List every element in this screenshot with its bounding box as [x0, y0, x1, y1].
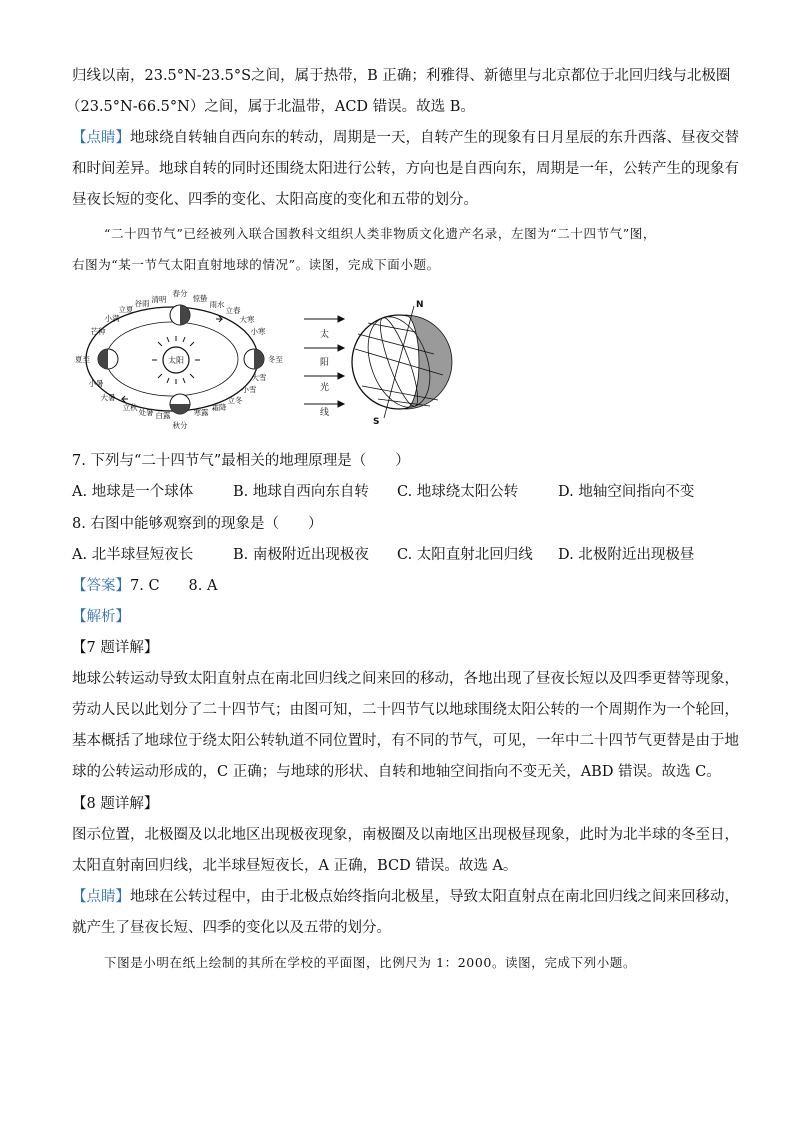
term-label: 冬至: [268, 355, 283, 364]
text-line: 太阳直射南回归线，北半球昼短夜长，A 正确，BCD 错误。故选 A。: [72, 858, 518, 874]
term-label: 小暑: [88, 379, 104, 388]
term-label: 春分: [172, 289, 188, 298]
detail-8-tag: 【8 题详解】: [72, 796, 159, 812]
term-label: 大暑: [100, 393, 116, 402]
text-line: 劳动人民以此划分了二十四节气；由图可知，二十四节气以地球围绕太阳公转的一个周期作为一个轮回，: [72, 702, 739, 718]
q8-option-d: D. 北极附近出现极昼: [558, 547, 695, 563]
intro-line: “二十四节气”已经被列入联合国教科文组织人类非物质文化遗产名录，左图为“二十四节气”图，: [104, 226, 656, 241]
q7-option-c: C. 地球绕太阳公转: [397, 484, 519, 500]
answer-line: [72, 576, 217, 596]
term-label: 立冬: [227, 396, 243, 405]
answer-text: 7. C 8. A: [130, 578, 218, 594]
term-label: 霜降: [211, 403, 227, 412]
question-8: 8. 右图中能够观察到的现象是（ ）: [72, 516, 323, 532]
q8-option-a: A. 北半球昼短夜长: [72, 547, 194, 563]
solar-terms-figure: [66, 282, 466, 434]
sunlight-diagram: [304, 300, 452, 427]
solar-terms-diagram: [75, 288, 283, 430]
term-label: 谷雨: [134, 299, 150, 308]
term-label: 夏至: [75, 355, 90, 364]
sunlight-char: 光: [320, 383, 330, 393]
q7-option-b: B. 地球自西向东自转: [233, 484, 369, 500]
dianjing-text: 地球绕自转轴自西向东的转动，周期是一天，自转产生的现象有日月星辰的东升西落、昼夜交替: [130, 130, 739, 146]
term-label: 雨水: [209, 300, 225, 309]
term-label: 寒露: [193, 408, 209, 417]
q7-option-a: A. 地球是一个球体: [72, 484, 194, 500]
text-line: 地球公转运动导致太阳直射点在南北回归线之间来回的移动，各地出现了昼夜长短以及四季更替等现象，: [72, 671, 739, 687]
text-line: 球的公转运动形成的，C 正确；与地球的形状、自转和地轴空间指向不变无关，ABD 错误。故选 C。: [72, 764, 721, 780]
sun-label: 太阳: [168, 356, 184, 365]
north-label: N: [416, 300, 424, 310]
dianjing-text: 地球在公转过程中，由于北极点始终指向北极星，导致太阳直射点在南北回归线之间来回移动，: [130, 889, 739, 905]
term-label: 惊蛰: [192, 294, 208, 303]
term-label: 大雪: [251, 373, 267, 382]
dianjing-line: [72, 128, 739, 148]
q8-option-c: C. 太阳直射北回归线: [397, 547, 533, 563]
text-line: 归线以南，23.5°N-23.5°S之间，属于热带，B 正确；利雅得、新德里与北京都位于北回归线与北极圈: [72, 68, 731, 84]
term-label: 白露: [155, 411, 171, 420]
term-label: 大寒: [239, 315, 255, 324]
text-line: 昼夜长短的变化、四季的变化、太阳高度的变化和五带的划分。: [72, 192, 478, 208]
globe-icon: [352, 306, 452, 418]
question-7: 7. 下列与“二十四节气”最相关的地理原理是（ ）: [72, 453, 410, 469]
earth-icon: [244, 349, 264, 369]
text-line: 图示位置，北极圈及以北地区出现极夜现象，南极圈及以南地区出现极昼现象，此时为北半球的冬至日，: [72, 827, 739, 843]
dianjing-tag: 【点睛】: [72, 130, 130, 146]
sunlight-char: 阳: [320, 358, 330, 368]
term-label: 秋分: [172, 421, 188, 430]
sunlight-char: 线: [320, 408, 330, 418]
q8-option-b: B. 南极附近出现极夜: [233, 547, 369, 563]
text-line: （23.5°N-66.5°N）之间，属于北温带，ACD 错误。故选 B。: [66, 99, 475, 115]
term-label: 立春: [225, 306, 241, 315]
term-label: 芒种: [90, 327, 106, 336]
earth-icon: [170, 394, 190, 414]
sunlight-char: 太: [320, 330, 330, 340]
term-label: 立夏: [118, 305, 134, 314]
text-line: 基本概括了地球位于绕太阳公转轨道不同位置时，有不同的节气，可见，一年中二十四节气更替是由于地: [72, 733, 739, 749]
term-label: 小满: [104, 314, 120, 323]
q7-option-d: D. 地轴空间指向不变: [558, 484, 695, 500]
intro-line: 右图为“某一节气太阳直射地球的情况”。读图，完成下面小题。: [72, 257, 440, 272]
dianjing-line: [72, 887, 739, 907]
term-label: 小雪: [241, 385, 257, 394]
earth-icon: [170, 305, 190, 325]
analysis-tag: 【解析】: [72, 609, 130, 625]
dianjing-tag: 【点睛】: [72, 889, 130, 905]
south-label: S: [373, 417, 380, 427]
detail-7-tag: 【7 题详解】: [72, 640, 159, 656]
term-label: 立秋: [122, 403, 138, 412]
answer-tag: 【答案】: [72, 578, 130, 594]
earth-icon: [98, 349, 118, 369]
term-label: 处暑: [138, 408, 154, 417]
text-line: 和时间差异。地球自转的同时还围绕太阳进行公转，方向也是自西向东，周期是一年，公转产生的现象有: [72, 161, 739, 177]
text-line: 就产生了昼夜长短、四季的变化以及五带的划分。: [72, 920, 391, 936]
intro-line: 下图是小明在纸上绘制的其所在学校的平面图，比例尺为 1：2000。读图，完成下列小题。: [104, 955, 637, 970]
term-label: 清明: [151, 295, 167, 304]
term-label: 小寒: [250, 327, 266, 336]
